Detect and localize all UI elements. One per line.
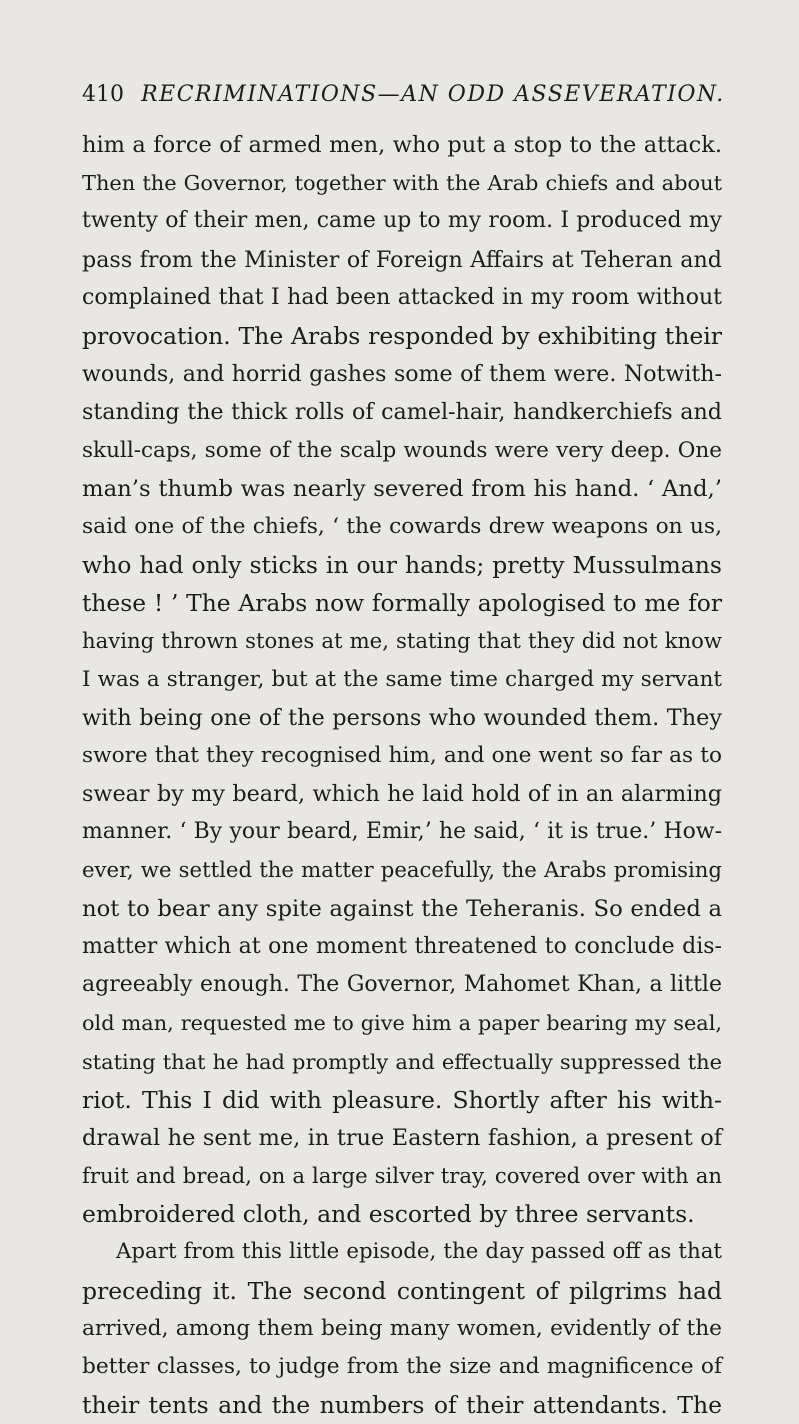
text-line: with being one of the persons who wounded them. They — [82, 704, 722, 731]
text-line: I was a stranger, but at the same time charged my servant — [82, 666, 722, 692]
text-line: twenty of their men, came up to my room. I produced my — [82, 208, 722, 234]
text-line: their tents and the numbers of their attendants. The — [82, 1391, 722, 1420]
text-line: not to bear any spite against the Teheranis. So ended a — [82, 895, 722, 922]
text-line: pass from the Minister of Foreign Affairs at Teheran and — [82, 246, 722, 273]
page-number: 410 — [82, 82, 124, 107]
text-line: riot. This I did with pleasure. Shortly after his with- — [82, 1085, 722, 1114]
text-line: standing the thick rolls of camel-hair, handkerchiefs and — [82, 399, 722, 426]
text-line: matter which at one moment threatened to conclude dis- — [82, 933, 722, 959]
text-line: him a force of armed men, who put a stop to the attack. — [82, 132, 722, 158]
text-line: drawal he sent me, in true Eastern fashion, a present of — [82, 1124, 722, 1151]
text-line: better classes, to judge from the size and magnificence of — [82, 1354, 722, 1379]
text-line: Then the Governor, together with the Arab chiefs and about — [82, 171, 722, 196]
text-line: arrived, among them being many women, evidently of the — [82, 1315, 722, 1341]
text-line: who had only sticks in our hands; pretty Mussulmans — [82, 551, 722, 580]
running-title: RECRIMINATIONS—AN ODD ASSEVERATION. — [141, 82, 725, 107]
text-line: swore that they recognised him, and one went so far as to — [82, 743, 722, 768]
text-line: wounds, and horrid gashes some of them were. Notwith- — [82, 361, 722, 388]
text-line: preceding it. The second contingent of pilgrims had — [82, 1276, 722, 1305]
text-line: old man, requested me to give him a paper bearing my seal, — [82, 1011, 722, 1036]
running-head — [82, 82, 725, 112]
body-text — [82, 126, 722, 1424]
text-line: embroidered cloth, and escorted by three servants. — [82, 1200, 695, 1229]
text-line: agreeably enough. The Governor, Mahomet Khan, a little — [82, 972, 722, 998]
text-line: stating that he had promptly and effectually suppressed the — [82, 1049, 722, 1074]
text-line: said one of the chiefs, ‘ the cowards drew weapons on us, — [82, 513, 722, 539]
text-line: these ! ’ The Arabs now formally apologised to me for — [82, 589, 722, 618]
text-line: complained that I had been attacked in my room without — [82, 284, 722, 310]
text-line: skull-caps, some of the scalp wounds were very deep. One — [82, 437, 722, 463]
text-line: swear by my beard, which he laid hold of in an alarming — [82, 781, 722, 808]
text-line: having thrown stones at me, stating that they did not know — [82, 628, 722, 654]
text-line: manner. ‘ By your beard, Emir,’ he said, ‘ it is true.’ How- — [82, 819, 722, 845]
text-line: provocation. The Arabs responded by exhibiting their — [82, 321, 722, 350]
text-line: man’s thumb was nearly severed from his hand. ‘ And,’ — [82, 475, 722, 502]
text-line: fruit and bread, on a large silver tray, covered over with an — [82, 1163, 722, 1189]
text-line: ever, we settled the matter peacefully, the Arabs promising — [82, 857, 722, 883]
text-line: Apart from this little episode, the day passed off as that — [116, 1239, 722, 1265]
